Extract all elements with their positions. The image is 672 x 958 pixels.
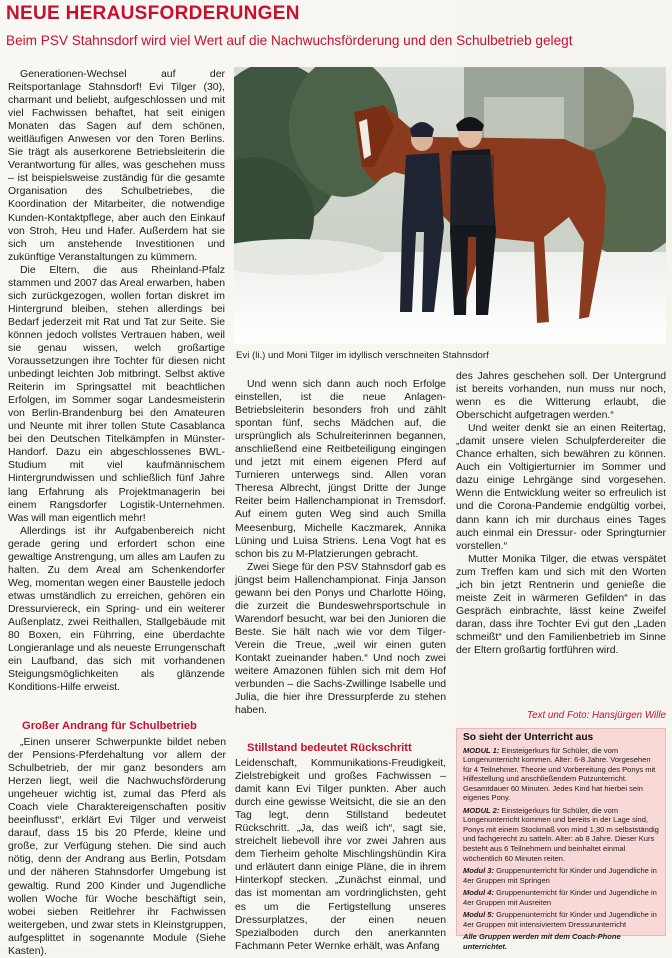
- paragraph: „Einen unserer Schwerpunkte bildet neben der Pensions-Pferdehaltung vor allem der Schulbetrieb, der mir ganz besonders am Herzen liegt, weil die Nachwuchsförderung ungeheuer wichtig ist, zumal das Pferd als Coach viele Charaktereigenschaften positiv beeinflusst“, erklärt Evi Tilger und verweist darauf, dass 15 bis 20 Pferde, kleine und große, zur Verfügung stehen. Die sind auch nötig, denn der Andrang aus Berlin, Potsdam und der näheren Stahnsdorfer Umgebung ist gewaltig. Rund 200 Kinder und Jugendliche wollen Woche für Woche beschäftigt sein, wobei sieben Reitlehrer ihr Fachwissen weitergeben, und zwar stets in Kleinstgruppen, aufgesplittet in sogenannte Module (Siehe Kasten).: [8, 737, 226, 957]
- article-column-3: [456, 370, 666, 657]
- module-text: Gruppenunterricht für Kinder und Jugendliche in 4er Gruppen mit Springen: [463, 866, 657, 885]
- module-text: Gruppenunterricht für Kinder und Jugendliche in 4er Gruppen mit intensiviertem Dressurunterricht: [463, 910, 657, 929]
- photo-caption: Evi (li.) und Moni Tilger im idyllisch verschneiten Stahnsdorf: [236, 350, 489, 361]
- article-subtitle: Beim PSV Stahnsdorf wird viel Wert auf die Nachwuchsförderung und den Schulbetrieb gelegt: [6, 33, 573, 48]
- info-box-module: [463, 888, 659, 907]
- paragraph: Allerdings ist ihr Aufgabenbereich nicht gerade gering und erfordert schon eine gewaltige Anstrengung, um alles am Laufen zu halten. Zu dem Areal am Schenkendorfer Weg, momentan wegen einer Baustelle jedoch etwas umständlich zu erreichen, gehören ein Dressurviereck, ein Spring- und ein weiterer Außenplatz, zwei Reithallen, Stallgebäude mit 80 Boxen, ein Führring, eine überdachte Longieranlage und als neueste Errungenschaft ein Laufband, das sich mit vorhandenen Steigungsmöglichkeiten als glänzende Konditions-Hilfe erweist.: [8, 525, 225, 694]
- article-column-2: [235, 378, 446, 717]
- paragraph: des Jahres geschehen soll. Der Untergrund ist bereits vorhanden, nun muss nur noch, wenn es die Witterung erlaubt, die Oberschicht aufgetragen werden.“: [456, 371, 666, 422]
- paragraph: Leidenschaft, Kommunikations-Freudigkeit, Zielstrebigkeit und großes Fachwissen – damit kann Evi Tilger punkten. Aber auch durch eine gewisse Weitsicht, die sie an den Tag legt, denn Stillstand bedeutet Rückschritt. „Ja, das weiß ich“, sagt sie, streichelt liebevoll ihre vor zwei Jahren aus dem Tierheim geholte Mischlingshündin Kira und erläutert dann einige Pläne, die in ihrem Hinterkopf stecken. „Zunächst einmal, und das ist momentan am vordringlichsten, geht es um die Fertigstellung unseres Dressurplatzes, der einen neuen Spezialboden durch den anerkannten Fachmann Peter Wernke erhält, was Anfang: [235, 758, 446, 952]
- info-box-footer: Alle Gruppen werden mit dem Coach-Phone unterrichtet.: [463, 932, 621, 951]
- info-box-unterricht: [456, 728, 666, 951]
- paragraph: Die Eltern, die aus Rheinland-Pfalz stammen und 2007 das Areal erwarben, haben sich zurückgezogen, wollen fortan diskret im Hintergrund bleiben, stehen allerdings bei Bedarf jederzeit mit Rat und Tat zur Seite. Sie können jedoch vollstes Vertrauen haben, weil sie genau wissen, welch großartige Voraussetzungen ihre Tochter für diesen nicht unbedingt leichten Job mitbringt. Selbst aktive Reiterin im Springsattel mit beachtlichen Erfolgen, im Sommer sogar Landesmeisterin von Berlin-Brandenburg bei den Amateuren und Neunte mit ihrer tollen Stute Casablanca bei den Deutschen Titelkämpfen in Münster-Handorf. Dazu ein abgeschlossenes BWL-Studium mit viel kaufmännischem Hintergrundwissen und schließlich fünf Jahre lang Erfahrung als Projektmanagerin bei einem Rangsdorfer Logistik-Unternehmen. Was will man eigentlich mehr!: [8, 264, 226, 524]
- paragraph: Und wenn sich dann auch noch Erfolge einstellen, ist die neue Anlagen-Betriebsleiterin besonders froh und zählt spontan fünf, sechs Mädchen auf, die ursprünglich als Schulreiterinnen begannen, anschließend eine Reitbeteiligung eingingen und jetzt mit einem eigenen Pferd auf Turnieren unterwegs sind. Allen voran Theresa Albrecht, jüngst Dritte der Junge Reiter beim Hallenchampionat in Tremsdorf. Auf einem guten Weg sind auch Smilla Meesenburg, Michelle Kaczmarek, Annika Lüning und Luisa Striens. Lena Vogt hat es schon bis zu M-Platzierungen gebracht.: [235, 379, 446, 560]
- article-column-2-lower: [235, 757, 446, 953]
- photo-horse-and-riders: [234, 67, 666, 344]
- module-label: Modul 5:: [463, 910, 495, 920]
- article-column-1-lower: [8, 736, 226, 958]
- info-box-heading: So sieht der Unterricht aus: [463, 732, 594, 743]
- subheading-schulbetrieb: Großer Andrang für Schulbetrieb: [22, 720, 197, 732]
- module-label: MODUL 1:: [463, 745, 500, 755]
- module-text: Einsteigerkurs für Schüler, die vom Longenunterricht kommen. Alter: 6-8 Jahre. Vorgesehen für 4 Teilnehmer. Theorie und Vorbereitung des Ponys mit Hilfestellung und anschließendem Putzunterricht. Gesamtdauer 60 Minuten. Jedes Kind hat hierbei sein eigenes Pony.: [463, 745, 656, 803]
- info-box-module: [463, 746, 659, 803]
- module-label: Modul 4:: [463, 888, 495, 898]
- info-box-module: [463, 866, 659, 885]
- info-box-module: [463, 910, 659, 929]
- module-text: Gruppenunterricht für Kinder und Jugendliche in 4er Gruppen mit Ausreiten: [463, 888, 657, 907]
- paragraph: Zwei Siege für den PSV Stahnsdorf gab es jüngst beim Hallenchampionat. Finja Janson gewann bei den Ponys und Charlotte Höing, die zurzeit die Bundeswehrsportschule in Warendorf besucht, war bei den Junioren die Beste. Sie hält nach wie vor dem Tilger-Verein die Treue, „weil wir einen guten Kontakt zueinander haben.“ Und noch zwei weitere Amazonen fühlen sich mit dem Hof verbunden – die Sachs-Zwillinge Isabelle und Julia, die hier ihre Dressurpferde zu stehen haben.: [235, 561, 446, 717]
- author-credit: Text und Foto: Hansjürgen Wille: [527, 710, 666, 721]
- article-column-1: [8, 68, 225, 694]
- article-title: NEUE HERAUSFORDERUNGEN: [6, 3, 300, 24]
- info-box-module: [463, 806, 659, 863]
- paragraph: Und weiter denkt sie an einen Reitertag, „damit unsere vielen Schulpferdereiter die Chance erhalten, sich bewähren zu können. Auch ein Voltigierturnier im Sommer und dazu einige Lehrgänge sind vorgesehen. Wenn die Entwicklung weiter so erfreulich ist und die Corona-Pandemie endgültig vorbei, dann kann ich mir durchaus eines Tages auch einmal ein Dressur- oder Springturnier vorstellen.“: [456, 423, 666, 552]
- article-photo: [234, 67, 666, 344]
- subheading-stillstand: Stillstand bedeutet Rückschritt: [247, 742, 412, 754]
- module-label: MODUL 2:: [463, 805, 500, 815]
- module-label: Modul 3:: [463, 866, 495, 876]
- paragraph: Mutter Monika Tilger, die etwas verspätet zum Treffen kam und sich mit den Worten „ich bin jetzt Rentnerin und genieße die meiste Zeit in wärmeren Gefilden“ in das Gespräch einbrachte, lässt keine Zweifel daran, dass ihre Tochter Evi gut den „Laden schmeißt“ und den Familienbetrieb im Sinne der Eltern großartig fortführen wird.: [456, 553, 666, 656]
- module-text: Einsteigerkurs für Schüler, die vom Longenunterricht kommen und bereits in der Lage sind, Ponys mit einem Stockmaß von mind 1,30 m selbstständig und fachgerecht zu satteln. Alter: ab 8 Jahre. Dieser Kurs besteht aus 6 Teilnehmern und beinhaltet einmal wöchentlich 60 Minuten reiten.: [463, 805, 659, 863]
- paragraph: Generationen-Wechsel auf der Reitsportanlage Stahnsdorf! Evi Tilger (30), charmant und beliebt, aufgeschlossen und mit viel Fachwissen behaftet, hat seit einigen Monaten das Sagen auf dem schönen, weitläufigen Anwesen vor den Toren Berlins. Sie trägt als auserkorene Betriebsleiterin die Verantwortung für alles, was geschehen muss – ist beispielsweise zuständig für die gesamte Organisation des Schulbetriebes, die Koordination der Mitarbeiter, die notwendige Kunden-Kontaktpflege, aber auch den Einkauf von Stroh, Heu und Hafer. Außerdem hat sie sich um anstehende Investitionen und zukünftige Veranstaltungen zu kümmern.: [8, 69, 225, 263]
